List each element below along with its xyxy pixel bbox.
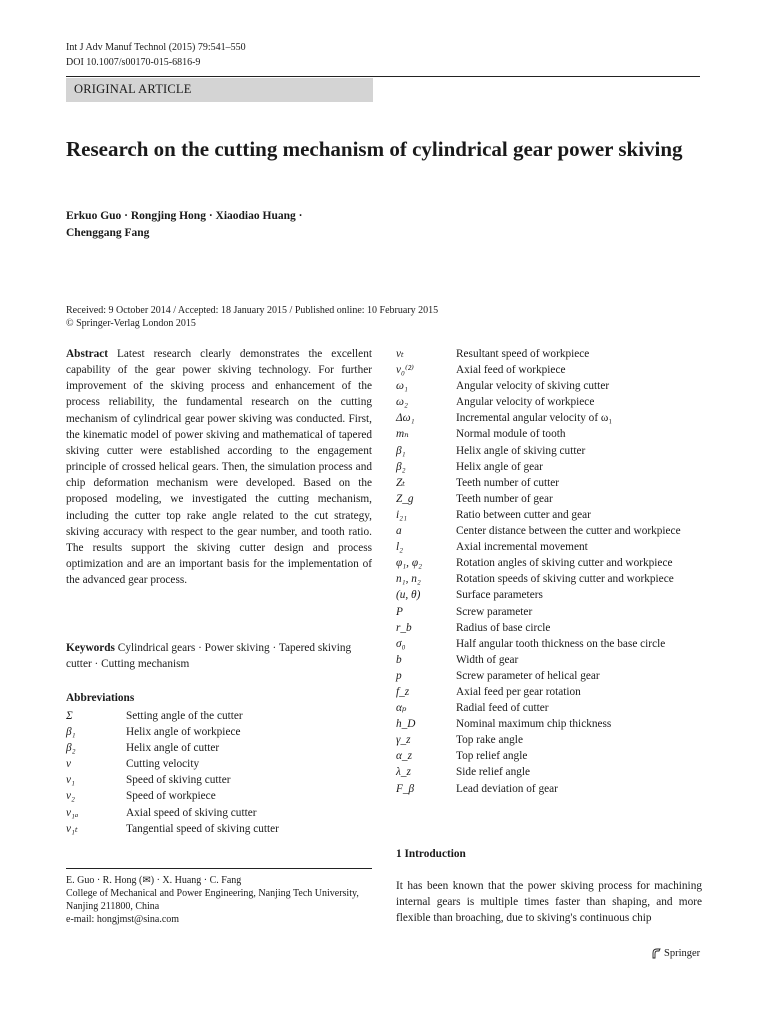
nomenclature-row-symbol: λ_z [396,766,411,779]
nomenclature-row-description: Normal module of tooth [456,428,566,441]
dates-line: Received: 9 October 2014 / Accepted: 18 January 2015 / Published online: 10 February 2015 [66,305,439,316]
nomenclature-row-description: Screw parameter [456,605,533,618]
keywords-section [66,640,372,672]
nomenclature-list [396,346,716,797]
nomenclature-row-symbol: σ₀ [396,637,406,650]
nomenclature-row [396,443,716,459]
nomenclature-row [396,668,716,684]
nomenclature-row [396,587,716,603]
journal-header [66,40,246,70]
nomenclature-row-symbol: γ_z [396,734,411,747]
abbreviation-row [66,724,372,740]
nomenclature-row [396,475,716,491]
abbreviation-row-symbol: v₂ [66,790,75,803]
nomenclature-row [396,764,716,780]
abbreviation-row-symbol: v₁ₜ [66,822,78,835]
nomenclature-row-description: Top relief angle [456,750,528,763]
abbreviation-row-description: Setting angle of the cutter [126,710,243,722]
nomenclature-row [396,748,716,764]
nomenclature-row-description: Nominal maximum chip thickness [456,718,612,731]
nomenclature-row-symbol: (u, θ) [396,589,421,602]
nomenclature-row [396,636,716,652]
abbreviation-row [66,708,372,724]
springer-horse-icon [652,948,661,959]
nomenclature-row-symbol: β₁ [396,444,406,457]
nomenclature-row-description: Axial feed per gear rotation [456,685,581,698]
nomenclature-row [396,394,716,410]
abbreviation-row-symbol: Σ [66,710,73,722]
nomenclature-row-description: Lead deviation of gear [456,782,558,795]
abbreviation-row [66,788,372,804]
nomenclature-row [396,410,716,426]
abbreviation-row-symbol: β₁ [66,726,76,739]
nomenclature-row-symbol: P [396,605,403,618]
publisher-name: Springer [664,948,701,959]
nomenclature-row [396,362,716,378]
nomenclature-row [396,684,716,700]
nomenclature-row [396,620,716,636]
abbreviation-row-description: Speed of workpiece [126,790,216,803]
abbreviations-heading: Abbreviations [66,692,135,704]
introduction-heading: 1 Introduction [396,848,466,860]
nomenclature-row [396,378,716,394]
abbreviation-row-symbol: v [66,758,72,771]
nomenclature-row-description: Angular velocity of skiving cutter [456,380,610,393]
nomenclature-row-symbol: ω₂ [396,396,408,409]
nomenclature-row-description: Radial feed of cutter [456,702,549,715]
nomenclature-row-symbol: vₜ [396,348,404,360]
footnote-affiliation: College of Mechanical and Power Engineering, Nanjing Tech University, Nanjing 211800, China [66,888,359,912]
abbreviation-row [66,772,372,788]
nomenclature-row-symbol: Δω₁ [396,412,415,425]
publication-history [66,304,706,330]
nomenclature-row-symbol: b [396,653,402,666]
footnote-authors: E. Guo · R. Hong (✉) · X. Huang · C. Fang [66,875,242,886]
authors-line-1[interactable]: Erkuo Guo · Rongjing Hong · Xiaodiao Huang · [66,210,303,222]
nomenclature-row [396,732,716,748]
nomenclature-row-symbol: mₙ [396,428,409,441]
nomenclature-row [396,346,716,362]
copyright-line: © Springer-Verlag London 2015 [66,318,196,329]
abbreviation-row-description: Axial speed of skiving cutter [126,806,257,819]
abbreviation-row-symbol: β₂ [66,742,76,755]
footnote-rule [66,868,372,869]
nomenclature-row-description: Width of gear [456,653,519,666]
nomenclature-row-description: Top rake angle [456,734,523,747]
journal-doi[interactable]: DOI 10.1007/s00170-015-6816-9 [66,57,201,68]
nomenclature-row-symbol: p [396,669,402,682]
nomenclature-row-symbol: αₚ [396,702,407,715]
introduction-text: It has been known that the power skiving process for machining internal gears is multiple times faster than shaping, and more flexible than broaching, due to skiving's continuous chip [396,880,702,925]
nomenclature-row-description: Axial feed of workpiece [456,364,566,377]
header-rule [66,76,700,77]
article-type-banner [66,78,373,102]
abbreviation-row-description: Tangential speed of skiving cutter [126,822,279,835]
abbreviation-row [66,805,372,821]
nomenclature-row-symbol: r_b [396,621,412,634]
abbreviation-row-description: Speed of skiving cutter [126,774,231,787]
nomenclature-row-description: Helix angle of skiving cutter [456,444,586,457]
nomenclature-row-description: Helix angle of gear [456,460,543,473]
nomenclature-row-description: Teeth number of cutter [456,476,560,489]
nomenclature-row-symbol: n₁, n₂ [396,573,421,586]
journal-citation: Int J Adv Manuf Technol (2015) 79:541–550 [66,42,246,53]
nomenclature-row [396,700,716,716]
nomenclature-row-symbol: α_z [396,750,412,763]
abbreviations-list [66,708,372,837]
nomenclature-row-description: Ratio between cutter and gear [456,508,591,521]
nomenclature-row-description: Side relief angle [456,766,531,779]
article-type-label: ORIGINAL ARTICLE [74,82,192,96]
publisher-logo [652,948,700,959]
abbreviation-row-description: Cutting velocity [126,758,200,771]
nomenclature-row-description: Angular velocity of workpiece [456,396,595,409]
nomenclature-row-symbol: ω₁ [396,380,408,393]
footnote-email[interactable]: e-mail: hongjmst@sina.com [66,914,180,925]
nomenclature-row [396,426,716,442]
nomenclature-row-symbol: h_D [396,718,416,731]
nomenclature-row [396,555,716,571]
nomenclature-row-description: Axial incremental movement [456,541,588,554]
nomenclature-row-description: Center distance between the cutter and workpiece [456,525,681,538]
abbreviation-row-symbol: v₁ₐ [66,806,79,819]
nomenclature-row-description: Teeth number of gear [456,492,553,505]
nomenclature-row [396,491,716,507]
nomenclature-row-symbol: l₂ [396,541,404,554]
abbreviation-row [66,740,372,756]
nomenclature-row-description: Screw parameter of helical gear [456,669,600,682]
nomenclature-row [396,539,716,555]
nomenclature-row-symbol: f_z [396,685,410,698]
author-list [66,208,406,242]
abstract-section [66,346,372,588]
abstract-label: Abstract [66,348,109,360]
nomenclature-row [396,781,716,797]
nomenclature-row-symbol: Z_g [396,492,414,505]
nomenclature-row-symbol: a [396,525,402,538]
nomenclature-row [396,604,716,620]
nomenclature-row-symbol: φ₁, φ₂ [396,557,423,570]
nomenclature-row-description: Radius of base circle [456,621,551,634]
nomenclature-row [396,507,716,523]
nomenclature-row [396,523,716,539]
nomenclature-row-description: Surface parameters [456,589,543,602]
authors-line-2[interactable]: Chenggang Fang [66,227,150,239]
abbreviation-row-description: Helix angle of cutter [126,742,220,755]
abbreviation-row-symbol: v₁ [66,774,75,787]
nomenclature-row [396,716,716,732]
nomenclature-row [396,459,716,475]
nomenclature-row-symbol: F_β [396,782,415,795]
nomenclature-row-symbol: i₂₁ [396,508,407,521]
nomenclature-row-symbol: β₂ [396,460,406,473]
nomenclature-row-description: Half angular tooth thickness on the base circle [456,637,666,650]
nomenclature-row-description: Rotation speeds of skiving cutter and workpiece [456,573,674,586]
nomenclature-row-description: Resultant speed of workpiece [456,348,590,360]
abstract-text: Latest research clearly demonstrates the excellent capability of the gear power skiving technology. For further improvement of the skiving process and enhancement of the process reliability, the fundamental research on the cutting mechanism of cylindrical gear power skiving was conducted. First, the kinematic model of power skiving and mathematical of tapered skiving cutter were established according to the engagement principle of crossed helical gears. Then, the simulation process and chip deformation mechanism were developed. Based on the proposed modeling, we investigated the cutting mechanism, including the cutter top rake angle related to the cut strategy, skiving accuracy with respect to the gear number, and tooth ratio. The results support the skiving cutter design and process optimization and are an important basis for the implementation of the advanced gear process. [66,348,372,587]
author-footnote [66,874,372,926]
nomenclature-row [396,652,716,668]
keywords-text: Cylindrical gears · Power skiving · Tapered skiving cutter · Cutting mechanism [66,642,352,670]
nomenclature-row-description: Rotation angles of skiving cutter and workpiece [456,557,673,570]
nomenclature-row-symbol: v₀⁽²⁾ [396,364,414,377]
nomenclature-row-symbol: Zₜ [396,476,406,489]
keywords-label: Keywords [66,642,115,654]
nomenclature-row-description: Incremental angular velocity of ω₁ [456,412,613,425]
abbreviation-row-description: Helix angle of workpiece [126,726,241,739]
nomenclature-row [396,571,716,587]
abbreviation-row [66,821,372,837]
abbreviation-row [66,756,372,772]
article-title: Research on the cutting mechanism of cylindrical gear power skiving [66,137,683,161]
